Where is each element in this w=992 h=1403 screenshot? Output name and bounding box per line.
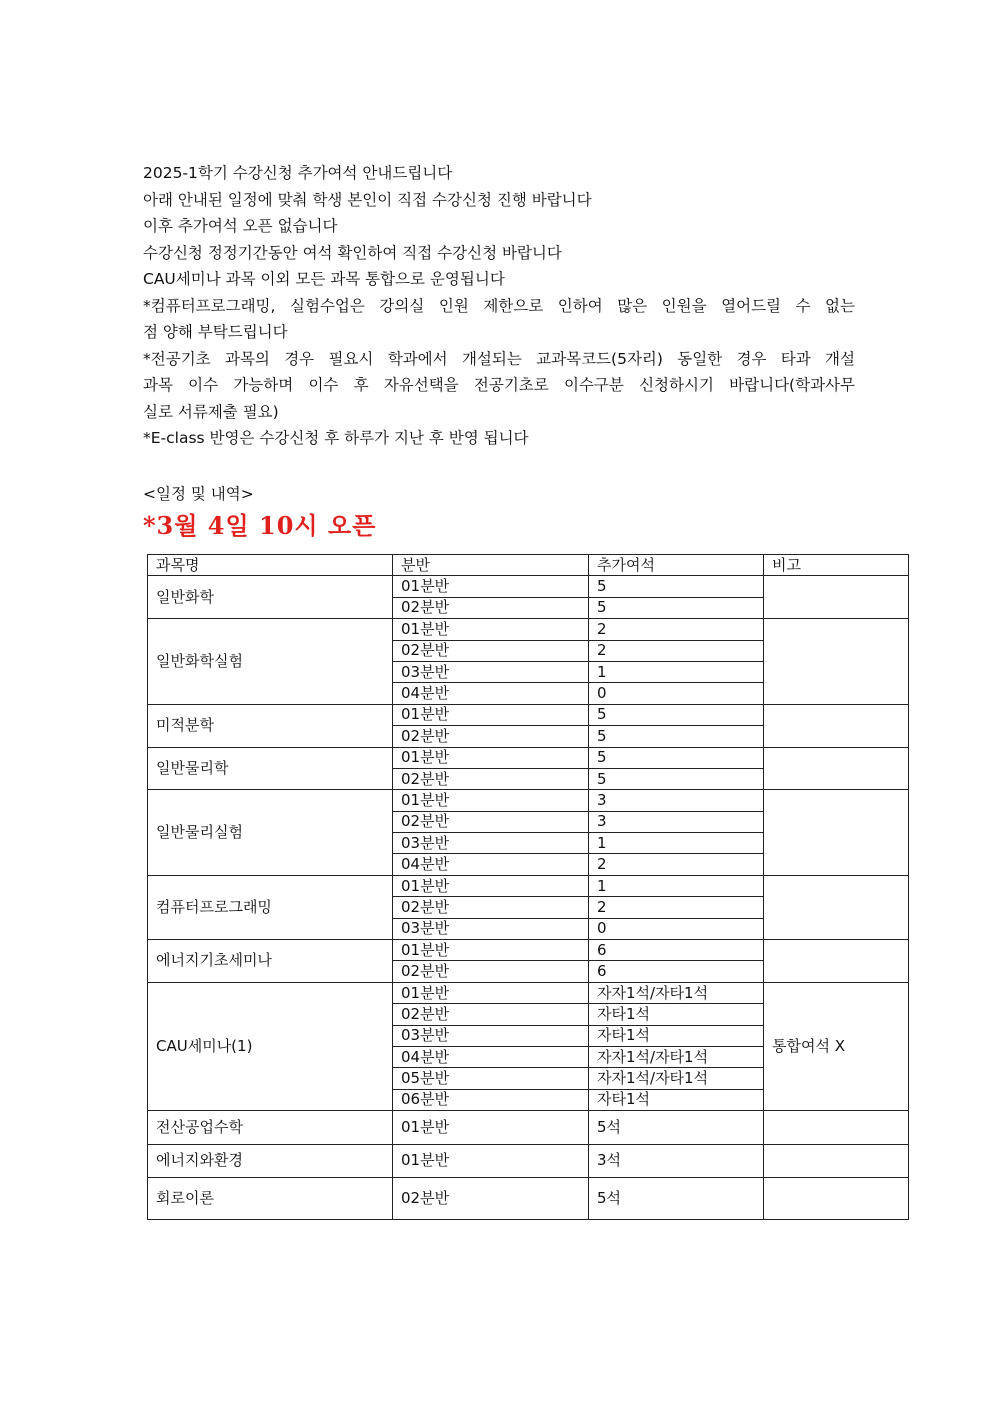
section-cell: 04분반 <box>393 1046 589 1067</box>
section-cell: 01분반 <box>393 1144 589 1178</box>
course-cell: 일반물리실험 <box>148 790 393 876</box>
course-cell: 회로이론 <box>148 1178 393 1220</box>
table-row <box>148 940 909 961</box>
seats-cell: 5 <box>589 768 764 789</box>
section-cell: 03분반 <box>393 661 589 682</box>
course-cell: 전산공업수학 <box>148 1111 393 1145</box>
section-cell: 05분반 <box>393 1068 589 1089</box>
course-cell: 에너지기초세미나 <box>148 940 393 983</box>
section-cell: 02분반 <box>393 726 589 747</box>
note-cell <box>764 940 909 983</box>
seats-cell: 0 <box>589 683 764 704</box>
seats-cell: 5석 <box>589 1178 764 1220</box>
section-cell: 04분반 <box>393 683 589 704</box>
seats-cell: 자타1석 <box>589 1025 764 1046</box>
section-cell: 02분반 <box>393 897 589 918</box>
notice-line: 이후 추가여석 오픈 없습니다 <box>143 217 338 235</box>
schedule-table <box>147 554 909 1220</box>
seats-cell: 2 <box>589 897 764 918</box>
course-cell: CAU세미나(1) <box>148 982 393 1110</box>
section-cell: 06분반 <box>393 1089 589 1110</box>
table-row <box>148 1144 909 1178</box>
table-row <box>148 982 909 1003</box>
section-cell: 01분반 <box>393 704 589 725</box>
note-major: *전공기초 과목의 경우 필요시 학과에서 개설되는 교과목코드(5자리) 동일한 경우 타과 개설 <box>143 349 855 368</box>
note-cell <box>764 576 909 619</box>
section-cell: 02분반 <box>393 1004 589 1025</box>
course-cell: 일반화학실험 <box>148 619 393 705</box>
seats-cell: 3 <box>589 811 764 832</box>
notice-line: 수강신청 정정기간동안 여석 확인하여 직접 수강신청 바랍니다 <box>143 243 562 262</box>
table-row <box>148 1111 909 1145</box>
section-cell: 03분반 <box>393 918 589 939</box>
header-note: 비고 <box>764 555 909 576</box>
section-cell: 01분반 <box>393 875 589 896</box>
section-cell: 02분반 <box>393 961 589 982</box>
table-header-row <box>148 555 909 576</box>
table-row <box>148 747 909 768</box>
section-cell: 01분반 <box>393 1111 589 1145</box>
header-section: 분반 <box>393 555 589 576</box>
note-programming-cont: 점 양해 부탁드립니다 <box>143 323 288 341</box>
note-cell <box>764 704 909 747</box>
seats-cell: 자타1석 <box>589 1004 764 1025</box>
seats-cell: 1 <box>589 875 764 896</box>
section-cell: 02분반 <box>393 1178 589 1220</box>
table-row <box>148 576 909 597</box>
seats-cell: 5 <box>589 747 764 768</box>
seats-cell: 자자1석/자타1석 <box>589 982 764 1003</box>
note-cell <box>764 1144 909 1178</box>
section-cell: 01분반 <box>393 576 589 597</box>
schedule-section-label: <일정 및 내역> <box>143 485 254 503</box>
course-cell: 에너지와환경 <box>148 1144 393 1178</box>
table-row <box>148 1178 909 1220</box>
table-row <box>148 619 909 640</box>
note-cell: 통합여석 X <box>764 982 909 1110</box>
seats-cell: 자자1석/자타1석 <box>589 1068 764 1089</box>
seats-cell: 5 <box>589 597 764 618</box>
course-cell: 일반물리학 <box>148 747 393 790</box>
course-cell: 일반화학 <box>148 576 393 619</box>
course-cell: 컴퓨터프로그래밍 <box>148 875 393 939</box>
seats-cell: 자타1석 <box>589 1089 764 1110</box>
seats-cell: 3석 <box>589 1144 764 1178</box>
section-cell: 02분반 <box>393 768 589 789</box>
seats-cell: 6 <box>589 940 764 961</box>
seats-cell: 5석 <box>589 1111 764 1145</box>
section-cell: 03분반 <box>393 833 589 854</box>
note-eclass: *E-class 반영은 수강신청 후 하루가 지난 후 반영 됩니다 <box>143 429 529 447</box>
seats-cell: 2 <box>589 619 764 640</box>
section-cell: 04분반 <box>393 854 589 875</box>
note-cell <box>764 790 909 876</box>
seats-cell: 5 <box>589 704 764 725</box>
notice-line: 아래 안내된 일정에 맞춰 학생 본인이 직접 수강신청 진행 바랍니다 <box>143 190 592 209</box>
seats-cell: 3 <box>589 790 764 811</box>
table-row <box>148 704 909 725</box>
section-cell: 02분반 <box>393 811 589 832</box>
section-cell: 01분반 <box>393 940 589 961</box>
table-row <box>148 875 909 896</box>
notice-line: CAU세미나 과목 이외 모든 과목 통합으로 운영됩니다 <box>143 270 505 288</box>
header-seats: 추가여석 <box>589 555 764 576</box>
seats-cell: 6 <box>589 961 764 982</box>
seats-cell: 2 <box>589 854 764 875</box>
note-major-cont: 과목 이수 가능하며 이수 후 자유선택을 전공기초로 이수구분 신청하시기 바랍니다(학과사무 <box>143 376 855 394</box>
section-cell: 03분반 <box>393 1025 589 1046</box>
section-cell: 02분반 <box>393 597 589 618</box>
notice-block <box>143 160 855 452</box>
note-cell <box>764 1178 909 1220</box>
section-cell: 02분반 <box>393 640 589 661</box>
course-cell: 미적분학 <box>148 704 393 747</box>
seats-cell: 0 <box>589 918 764 939</box>
section-cell: 01분반 <box>393 619 589 640</box>
header-course: 과목명 <box>148 555 393 576</box>
seats-cell: 2 <box>589 640 764 661</box>
seats-cell: 5 <box>589 576 764 597</box>
note-cell <box>764 1111 909 1145</box>
seats-cell: 자자1석/자타1석 <box>589 1046 764 1067</box>
section-cell: 01분반 <box>393 790 589 811</box>
seats-cell: 1 <box>589 833 764 854</box>
open-time-notice: *3월 4일 10시 오픈 <box>143 511 377 540</box>
note-programming: *컴퓨터프로그래밍, 실험수업은 강의실 인원 제한으로 인하여 많은 인원을 열어드릴 수 없는 <box>143 296 855 315</box>
notice-line: 2025-1학기 수강신청 추가여석 안내드립니다 <box>143 164 453 182</box>
section-cell: 01분반 <box>393 747 589 768</box>
note-cell <box>764 619 909 705</box>
note-cell <box>764 747 909 790</box>
note-major-cont: 실로 서류제출 필요) <box>143 402 279 421</box>
section-cell: 01분반 <box>393 982 589 1003</box>
table-row <box>148 790 909 811</box>
note-cell <box>764 875 909 939</box>
seats-cell: 5 <box>589 726 764 747</box>
seats-cell: 1 <box>589 661 764 682</box>
